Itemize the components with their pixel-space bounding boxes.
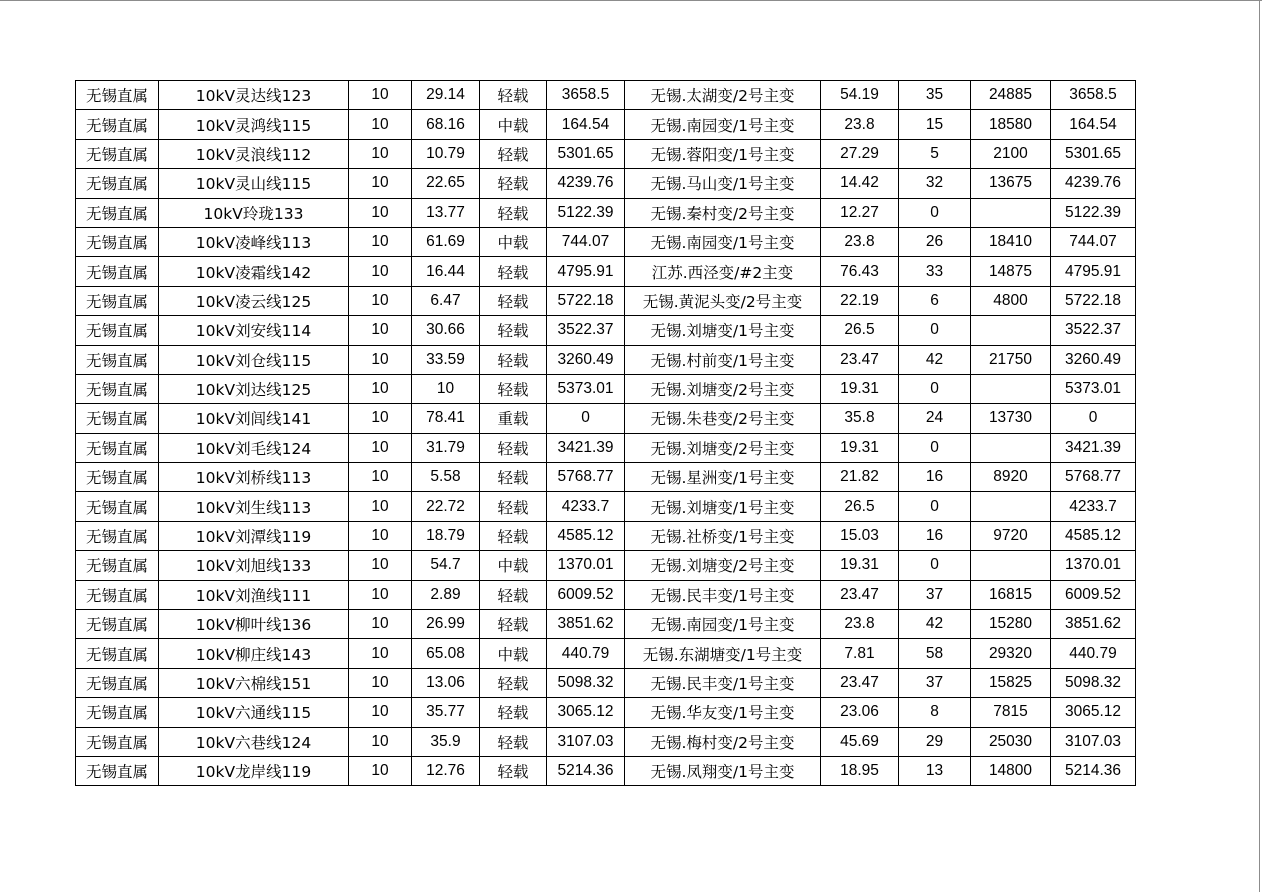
line-name-cell: 10kV凌云线125 (159, 286, 349, 315)
remaining-capacity-cell: 164.54 (1051, 110, 1136, 139)
unit-cell: 无锡直属 (76, 433, 159, 462)
load-rate-cell: 18.79 (412, 521, 480, 550)
load-rate-cell: 65.08 (412, 639, 480, 668)
remaining-capacity-cell: 5122.39 (1051, 198, 1136, 227)
remaining-capacity-cell: 3065.12 (1051, 698, 1136, 727)
load-rate-cell: 6.47 (412, 286, 480, 315)
available-capacity-cell: 3851.62 (547, 610, 625, 639)
unit-cell: 无锡直属 (76, 316, 159, 345)
line-name-cell: 10kV刘安线114 (159, 316, 349, 345)
line-name-cell: 10kV刘毛线124 (159, 433, 349, 462)
load-status-cell: 轻载 (480, 521, 547, 550)
transformer-load-rate-cell: 23.8 (821, 110, 899, 139)
load-rate-cell: 10.79 (412, 139, 480, 168)
transformer-cell: 无锡.东湖塘变/1号主变 (625, 639, 821, 668)
transformer-cell: 无锡.南园变/1号主变 (625, 610, 821, 639)
available-capacity-cell: 4233.7 (547, 492, 625, 521)
line-name-cell: 10kV刘生线113 (159, 492, 349, 521)
load-rate-cell: 13.06 (412, 668, 480, 697)
transformer-load-rate-cell: 54.19 (821, 81, 899, 110)
transformer-load-rate-cell: 23.06 (821, 698, 899, 727)
count-cell: 42 (899, 345, 971, 374)
voltage-cell: 10 (349, 198, 412, 227)
transformer-cell: 无锡.南园变/1号主变 (625, 110, 821, 139)
load-rate-cell: 26.99 (412, 610, 480, 639)
transformer-cell: 无锡.刘塘变/2号主变 (625, 374, 821, 403)
remaining-capacity-cell: 3260.49 (1051, 345, 1136, 374)
load-status-cell: 轻载 (480, 316, 547, 345)
load-rate-cell: 16.44 (412, 257, 480, 286)
line-name-cell: 10kV六通线115 (159, 698, 349, 727)
voltage-cell: 10 (349, 404, 412, 433)
count-cell: 33 (899, 257, 971, 286)
unit-cell: 无锡直属 (76, 463, 159, 492)
count-cell: 24 (899, 404, 971, 433)
voltage-cell: 10 (349, 345, 412, 374)
count-cell: 29 (899, 727, 971, 756)
load-status-cell: 轻载 (480, 668, 547, 697)
load-rate-cell: 10 (412, 374, 480, 403)
remaining-capacity-cell: 4233.7 (1051, 492, 1136, 521)
capacity-cell (971, 433, 1051, 462)
page-right-edge (1259, 0, 1260, 892)
capacity-cell: 15280 (971, 610, 1051, 639)
available-capacity-cell: 5098.32 (547, 668, 625, 697)
load-status-cell: 轻载 (480, 433, 547, 462)
load-status-cell: 轻载 (480, 81, 547, 110)
voltage-cell: 10 (349, 521, 412, 550)
transformer-load-rate-cell: 19.31 (821, 374, 899, 403)
remaining-capacity-cell: 3658.5 (1051, 81, 1136, 110)
table-row (76, 668, 1136, 697)
available-capacity-cell: 5373.01 (547, 374, 625, 403)
remaining-capacity-cell: 3421.39 (1051, 433, 1136, 462)
count-cell: 16 (899, 463, 971, 492)
transformer-cell: 无锡.梅村变/2号主变 (625, 727, 821, 756)
voltage-cell: 10 (349, 463, 412, 492)
unit-cell: 无锡直属 (76, 727, 159, 756)
line-name-cell: 10kV刘仓线115 (159, 345, 349, 374)
table-row (76, 433, 1136, 462)
capacity-cell: 14875 (971, 257, 1051, 286)
load-status-cell: 轻载 (480, 286, 547, 315)
transformer-cell: 无锡.马山变/1号主变 (625, 169, 821, 198)
load-rate-cell: 30.66 (412, 316, 480, 345)
available-capacity-cell: 3658.5 (547, 81, 625, 110)
load-status-cell: 轻载 (480, 727, 547, 756)
transformer-cell: 无锡.凤翔变/1号主变 (625, 756, 821, 785)
table-row (76, 316, 1136, 345)
count-cell: 8 (899, 698, 971, 727)
transformer-cell: 无锡.社桥变/1号主变 (625, 521, 821, 550)
unit-cell: 无锡直属 (76, 698, 159, 727)
load-status-cell: 轻载 (480, 374, 547, 403)
table-row (76, 756, 1136, 785)
count-cell: 37 (899, 668, 971, 697)
load-rate-cell: 29.14 (412, 81, 480, 110)
load-rate-cell: 68.16 (412, 110, 480, 139)
voltage-cell: 10 (349, 580, 412, 609)
unit-cell: 无锡直属 (76, 198, 159, 227)
transformer-load-rate-cell: 26.5 (821, 316, 899, 345)
unit-cell: 无锡直属 (76, 610, 159, 639)
feeder-load-table (75, 80, 1136, 786)
table-row (76, 521, 1136, 550)
capacity-cell (971, 492, 1051, 521)
remaining-capacity-cell: 3522.37 (1051, 316, 1136, 345)
load-status-cell: 重载 (480, 404, 547, 433)
load-status-cell: 轻载 (480, 492, 547, 521)
load-status-cell: 轻载 (480, 139, 547, 168)
unit-cell: 无锡直属 (76, 404, 159, 433)
table-row (76, 81, 1136, 110)
load-status-cell: 中载 (480, 551, 547, 580)
unit-cell: 无锡直属 (76, 345, 159, 374)
voltage-cell: 10 (349, 139, 412, 168)
remaining-capacity-cell: 5301.65 (1051, 139, 1136, 168)
count-cell: 0 (899, 492, 971, 521)
voltage-cell: 10 (349, 639, 412, 668)
load-rate-cell: 12.76 (412, 756, 480, 785)
line-name-cell: 10kV刘达线125 (159, 374, 349, 403)
page-top-edge (0, 0, 1262, 1)
available-capacity-cell: 3421.39 (547, 433, 625, 462)
transformer-cell: 无锡.刘塘变/2号主变 (625, 433, 821, 462)
line-name-cell: 10kV六巷线124 (159, 727, 349, 756)
load-status-cell: 轻载 (480, 198, 547, 227)
load-status-cell: 中载 (480, 227, 547, 256)
available-capacity-cell: 4239.76 (547, 169, 625, 198)
transformer-load-rate-cell: 23.8 (821, 227, 899, 256)
remaining-capacity-cell: 5098.32 (1051, 668, 1136, 697)
transformer-cell: 无锡.刘塘变/1号主变 (625, 316, 821, 345)
capacity-cell: 16815 (971, 580, 1051, 609)
unit-cell: 无锡直属 (76, 257, 159, 286)
capacity-cell: 18580 (971, 110, 1051, 139)
remaining-capacity-cell: 744.07 (1051, 227, 1136, 256)
capacity-cell: 13730 (971, 404, 1051, 433)
transformer-load-rate-cell: 76.43 (821, 257, 899, 286)
table-row (76, 463, 1136, 492)
load-rate-cell: 22.72 (412, 492, 480, 521)
voltage-cell: 10 (349, 227, 412, 256)
available-capacity-cell: 1370.01 (547, 551, 625, 580)
voltage-cell: 10 (349, 110, 412, 139)
remaining-capacity-cell: 440.79 (1051, 639, 1136, 668)
transformer-cell: 无锡.秦村变/2号主变 (625, 198, 821, 227)
table-row (76, 551, 1136, 580)
line-name-cell: 10kV凌霜线142 (159, 257, 349, 286)
capacity-cell: 15825 (971, 668, 1051, 697)
available-capacity-cell: 5214.36 (547, 756, 625, 785)
transformer-load-rate-cell: 19.31 (821, 433, 899, 462)
unit-cell: 无锡直属 (76, 374, 159, 403)
transformer-load-rate-cell: 35.8 (821, 404, 899, 433)
line-name-cell: 10kV灵山线115 (159, 169, 349, 198)
table-row (76, 404, 1136, 433)
load-status-cell: 中载 (480, 110, 547, 139)
transformer-cell: 无锡.黄泥头变/2号主变 (625, 286, 821, 315)
load-rate-cell: 2.89 (412, 580, 480, 609)
table-row (76, 110, 1136, 139)
table-row (76, 610, 1136, 639)
transformer-load-rate-cell: 22.19 (821, 286, 899, 315)
load-rate-cell: 35.77 (412, 698, 480, 727)
transformer-cell: 无锡.星洲变/1号主变 (625, 463, 821, 492)
voltage-cell: 10 (349, 81, 412, 110)
capacity-cell: 14800 (971, 756, 1051, 785)
count-cell: 0 (899, 316, 971, 345)
voltage-cell: 10 (349, 610, 412, 639)
count-cell: 0 (899, 198, 971, 227)
load-rate-cell: 5.58 (412, 463, 480, 492)
available-capacity-cell: 5722.18 (547, 286, 625, 315)
unit-cell: 无锡直属 (76, 492, 159, 521)
remaining-capacity-cell: 0 (1051, 404, 1136, 433)
capacity-cell: 13675 (971, 169, 1051, 198)
table-row (76, 198, 1136, 227)
line-name-cell: 10kV灵达线123 (159, 81, 349, 110)
table-row (76, 727, 1136, 756)
available-capacity-cell: 3065.12 (547, 698, 625, 727)
voltage-cell: 10 (349, 374, 412, 403)
table-row (76, 698, 1136, 727)
count-cell: 0 (899, 374, 971, 403)
count-cell: 5 (899, 139, 971, 168)
remaining-capacity-cell: 5373.01 (1051, 374, 1136, 403)
available-capacity-cell: 164.54 (547, 110, 625, 139)
voltage-cell: 10 (349, 316, 412, 345)
remaining-capacity-cell: 4795.91 (1051, 257, 1136, 286)
load-status-cell: 轻载 (480, 756, 547, 785)
unit-cell: 无锡直属 (76, 668, 159, 697)
voltage-cell: 10 (349, 433, 412, 462)
capacity-cell: 9720 (971, 521, 1051, 550)
count-cell: 58 (899, 639, 971, 668)
available-capacity-cell: 0 (547, 404, 625, 433)
count-cell: 32 (899, 169, 971, 198)
load-rate-cell: 13.77 (412, 198, 480, 227)
transformer-load-rate-cell: 21.82 (821, 463, 899, 492)
voltage-cell: 10 (349, 286, 412, 315)
transformer-cell: 江苏.西泾变/#2主变 (625, 257, 821, 286)
table-row (76, 139, 1136, 168)
capacity-cell: 18410 (971, 227, 1051, 256)
voltage-cell: 10 (349, 668, 412, 697)
unit-cell: 无锡直属 (76, 521, 159, 550)
unit-cell: 无锡直属 (76, 756, 159, 785)
transformer-cell: 无锡.民丰变/1号主变 (625, 580, 821, 609)
unit-cell: 无锡直属 (76, 580, 159, 609)
transformer-cell: 无锡.民丰变/1号主变 (625, 668, 821, 697)
load-status-cell: 轻载 (480, 580, 547, 609)
load-status-cell: 轻载 (480, 169, 547, 198)
table-body (76, 81, 1136, 786)
load-status-cell: 轻载 (480, 463, 547, 492)
available-capacity-cell: 4585.12 (547, 521, 625, 550)
available-capacity-cell: 440.79 (547, 639, 625, 668)
available-capacity-cell: 3260.49 (547, 345, 625, 374)
count-cell: 37 (899, 580, 971, 609)
capacity-cell (971, 316, 1051, 345)
transformer-load-rate-cell: 23.8 (821, 610, 899, 639)
table-row (76, 639, 1136, 668)
remaining-capacity-cell: 5768.77 (1051, 463, 1136, 492)
transformer-cell: 无锡.村前变/1号主变 (625, 345, 821, 374)
load-rate-cell: 31.79 (412, 433, 480, 462)
unit-cell: 无锡直属 (76, 139, 159, 168)
load-status-cell: 轻载 (480, 610, 547, 639)
load-rate-cell: 61.69 (412, 227, 480, 256)
count-cell: 0 (899, 433, 971, 462)
transformer-cell: 无锡.刘塘变/2号主变 (625, 551, 821, 580)
line-name-cell: 10kV柳叶线136 (159, 610, 349, 639)
voltage-cell: 10 (349, 492, 412, 521)
available-capacity-cell: 6009.52 (547, 580, 625, 609)
transformer-load-rate-cell: 14.42 (821, 169, 899, 198)
table-row (76, 345, 1136, 374)
transformer-load-rate-cell: 27.29 (821, 139, 899, 168)
capacity-cell (971, 551, 1051, 580)
capacity-cell: 29320 (971, 639, 1051, 668)
transformer-cell: 无锡.蓉阳变/1号主变 (625, 139, 821, 168)
capacity-cell: 4800 (971, 286, 1051, 315)
transformer-load-rate-cell: 7.81 (821, 639, 899, 668)
table-row (76, 492, 1136, 521)
table-row (76, 227, 1136, 256)
transformer-load-rate-cell: 45.69 (821, 727, 899, 756)
capacity-cell: 7815 (971, 698, 1051, 727)
voltage-cell: 10 (349, 727, 412, 756)
table-row (76, 257, 1136, 286)
table-row (76, 286, 1136, 315)
table-row (76, 374, 1136, 403)
remaining-capacity-cell: 5722.18 (1051, 286, 1136, 315)
load-rate-cell: 22.65 (412, 169, 480, 198)
count-cell: 42 (899, 610, 971, 639)
count-cell: 6 (899, 286, 971, 315)
table-row (76, 580, 1136, 609)
unit-cell: 无锡直属 (76, 169, 159, 198)
capacity-cell: 24885 (971, 81, 1051, 110)
load-status-cell: 中载 (480, 639, 547, 668)
capacity-cell: 25030 (971, 727, 1051, 756)
load-status-cell: 轻载 (480, 345, 547, 374)
count-cell: 13 (899, 756, 971, 785)
capacity-cell: 2100 (971, 139, 1051, 168)
line-name-cell: 10kV柳庄线143 (159, 639, 349, 668)
transformer-load-rate-cell: 23.47 (821, 580, 899, 609)
remaining-capacity-cell: 3107.03 (1051, 727, 1136, 756)
line-name-cell: 10kV刘闾线141 (159, 404, 349, 433)
available-capacity-cell: 744.07 (547, 227, 625, 256)
load-status-cell: 轻载 (480, 257, 547, 286)
transformer-load-rate-cell: 23.47 (821, 668, 899, 697)
available-capacity-cell: 3522.37 (547, 316, 625, 345)
remaining-capacity-cell: 5214.36 (1051, 756, 1136, 785)
load-rate-cell: 78.41 (412, 404, 480, 433)
unit-cell: 无锡直属 (76, 227, 159, 256)
remaining-capacity-cell: 4585.12 (1051, 521, 1136, 550)
line-name-cell: 10kV刘旭线133 (159, 551, 349, 580)
transformer-load-rate-cell: 15.03 (821, 521, 899, 550)
capacity-cell: 21750 (971, 345, 1051, 374)
voltage-cell: 10 (349, 551, 412, 580)
available-capacity-cell: 5122.39 (547, 198, 625, 227)
unit-cell: 无锡直属 (76, 81, 159, 110)
transformer-cell: 无锡.华友变/1号主变 (625, 698, 821, 727)
unit-cell: 无锡直属 (76, 639, 159, 668)
remaining-capacity-cell: 4239.76 (1051, 169, 1136, 198)
transformer-cell: 无锡.朱巷变/2号主变 (625, 404, 821, 433)
voltage-cell: 10 (349, 169, 412, 198)
load-rate-cell: 54.7 (412, 551, 480, 580)
capacity-cell: 8920 (971, 463, 1051, 492)
unit-cell: 无锡直属 (76, 551, 159, 580)
transformer-load-rate-cell: 26.5 (821, 492, 899, 521)
load-status-cell: 轻载 (480, 698, 547, 727)
line-name-cell: 10kV龙岸线119 (159, 756, 349, 785)
voltage-cell: 10 (349, 756, 412, 785)
transformer-cell: 无锡.刘塘变/1号主变 (625, 492, 821, 521)
line-name-cell: 10kV六棉线151 (159, 668, 349, 697)
count-cell: 26 (899, 227, 971, 256)
load-rate-cell: 33.59 (412, 345, 480, 374)
line-name-cell: 10kV灵浪线112 (159, 139, 349, 168)
transformer-cell: 无锡.南园变/1号主变 (625, 227, 821, 256)
available-capacity-cell: 3107.03 (547, 727, 625, 756)
voltage-cell: 10 (349, 257, 412, 286)
transformer-load-rate-cell: 19.31 (821, 551, 899, 580)
remaining-capacity-cell: 6009.52 (1051, 580, 1136, 609)
count-cell: 35 (899, 81, 971, 110)
voltage-cell: 10 (349, 698, 412, 727)
available-capacity-cell: 5768.77 (547, 463, 625, 492)
table-row (76, 169, 1136, 198)
remaining-capacity-cell: 3851.62 (1051, 610, 1136, 639)
unit-cell: 无锡直属 (76, 110, 159, 139)
line-name-cell: 10kV刘桥线113 (159, 463, 349, 492)
line-name-cell: 10kV灵鸿线115 (159, 110, 349, 139)
available-capacity-cell: 5301.65 (547, 139, 625, 168)
count-cell: 0 (899, 551, 971, 580)
transformer-load-rate-cell: 23.47 (821, 345, 899, 374)
line-name-cell: 10kV玲珑133 (159, 198, 349, 227)
unit-cell: 无锡直属 (76, 286, 159, 315)
load-rate-cell: 35.9 (412, 727, 480, 756)
line-name-cell: 10kV刘渔线111 (159, 580, 349, 609)
transformer-load-rate-cell: 12.27 (821, 198, 899, 227)
capacity-cell (971, 198, 1051, 227)
line-name-cell: 10kV凌峰线113 (159, 227, 349, 256)
capacity-cell (971, 374, 1051, 403)
available-capacity-cell: 4795.91 (547, 257, 625, 286)
remaining-capacity-cell: 1370.01 (1051, 551, 1136, 580)
transformer-cell: 无锡.太湖变/2号主变 (625, 81, 821, 110)
line-name-cell: 10kV刘潭线119 (159, 521, 349, 550)
transformer-load-rate-cell: 18.95 (821, 756, 899, 785)
count-cell: 16 (899, 521, 971, 550)
count-cell: 15 (899, 110, 971, 139)
